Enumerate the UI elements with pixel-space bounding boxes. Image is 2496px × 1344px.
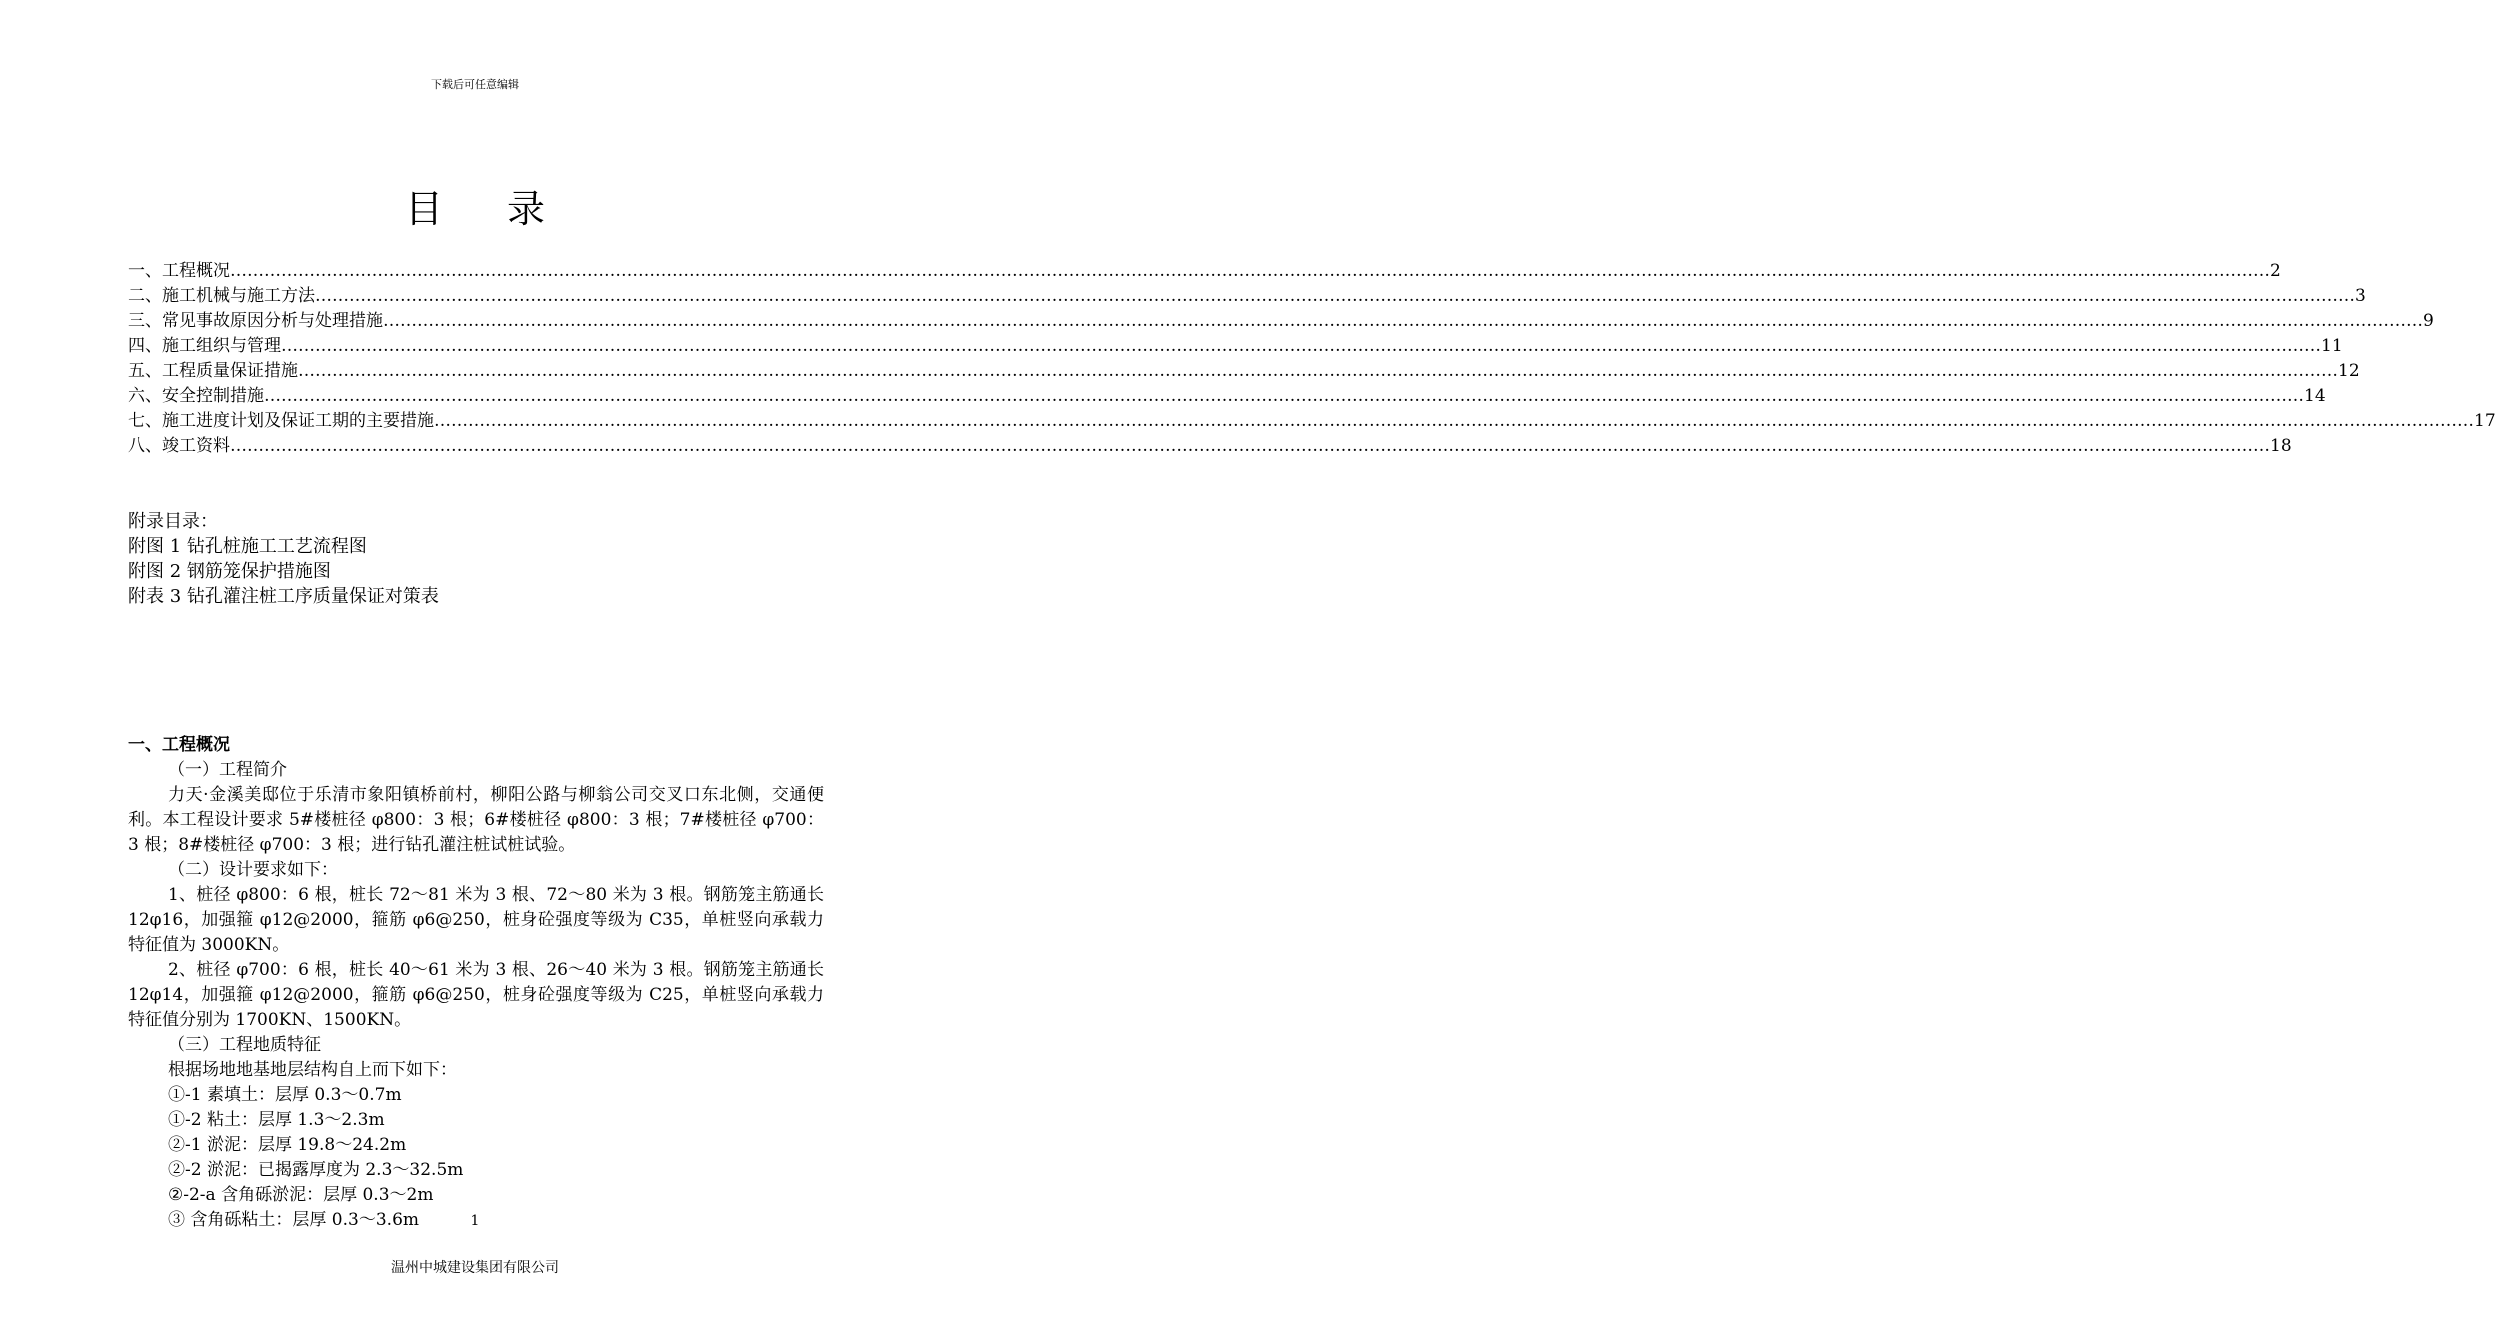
appendix-heading: 附录目录： bbox=[128, 511, 218, 532]
subsection-heading: （三）工程地质特征 bbox=[168, 1035, 321, 1055]
toc-entry-8[interactable] bbox=[128, 434, 2292, 459]
toc-entry-1[interactable] bbox=[128, 259, 2281, 284]
toc-entry-6[interactable] bbox=[128, 384, 2326, 409]
toc-entry-title: 四、施工组织与管理 bbox=[128, 336, 281, 356]
toc-dot-leader: ……………………………………………………………………………………………………………………………………………………………………………………………………………………………………………………………………………………………………………………………… bbox=[264, 386, 2304, 406]
subsection-heading: （二）设计要求如下： bbox=[168, 860, 338, 880]
toc-entry-title: 八、竣工资料 bbox=[128, 436, 230, 456]
toc-entry-page: 3 bbox=[2355, 286, 2366, 306]
appendix-item: 附表 3 钻孔灌注桩工序质量保证对策表 bbox=[128, 586, 439, 607]
toc-dot-leader: ……………………………………………………………………………………………………………………………………………………………………………………………………………………………………………………………………………………………………………………………… bbox=[383, 311, 2423, 331]
page-number: 1 bbox=[470, 1213, 480, 1229]
appendix-item: 附图 2 钢筋笼保护措施图 bbox=[128, 561, 331, 582]
strata-item: ③ 含角砾粘土：层厚 0.3～3.6m bbox=[168, 1210, 419, 1230]
paragraph: 1、桩径 φ800：6 根，桩长 72～81 米为 3 根、72～80 米为 3 根。钢筋笼主筋通长 12φ16，加强箍 φ12@2000，箍筋 φ6@250，桩身砼强度等级为 C35，单桩竖向承载力特征值为 3000KN。 bbox=[128, 885, 824, 955]
toc-entry-title: 五、工程质量保证措施 bbox=[128, 361, 298, 381]
toc-dot-leader: ……………………………………………………………………………………………………………………………………………………………………………………………………………………………………………………………………………………………………………………………… bbox=[298, 361, 2338, 381]
section-heading: 一、工程概况 bbox=[128, 735, 230, 755]
toc-entry-7[interactable] bbox=[128, 409, 2496, 434]
footer-company: 温州中城建设集团有限公司 bbox=[391, 1260, 559, 1276]
toc-entry-page: 17 bbox=[2474, 411, 2496, 431]
toc-dot-leader: ……………………………………………………………………………………………………………………………………………………………………………………………………………………………………………………………………………………………………………………………… bbox=[230, 261, 2270, 281]
toc-entry-title: 三、常见事故原因分析与处理措施 bbox=[128, 311, 383, 331]
toc-entry-page: 2 bbox=[2270, 261, 2281, 281]
subsection-heading: （一）工程简介 bbox=[168, 760, 287, 780]
strata-item: ①-2 粘土：层厚 1.3～2.3m bbox=[168, 1110, 385, 1130]
toc-entry-page: 18 bbox=[2270, 436, 2292, 456]
toc-entry-4[interactable] bbox=[128, 334, 2343, 359]
paragraph: 力天·金溪美邸位于乐清市象阳镇桥前村，柳阳公路与柳翁公司交叉口东北侧，交通便利。本工程设计要求 5#楼桩径 φ800：3 根；6#楼桩径 φ800：3 根；7#楼桩径 φ700：3 根；8#楼桩径 φ700：3 根；进行钻孔灌注桩试桩试验。 bbox=[128, 785, 824, 855]
toc-entry-title: 六、安全控制措施 bbox=[128, 386, 264, 406]
toc-entry-page: 14 bbox=[2304, 386, 2326, 406]
section-project-overview bbox=[128, 733, 824, 1233]
toc-entry-title: 二、施工机械与施工方法 bbox=[128, 286, 315, 306]
table-of-contents bbox=[128, 259, 2496, 459]
strata-item: ②-2-a 含角砾淤泥：层厚 0.3～2m bbox=[168, 1185, 434, 1205]
toc-entry-page: 11 bbox=[2321, 336, 2343, 356]
toc-entry-title: 一、工程概况 bbox=[128, 261, 230, 281]
page-title: 目 录 bbox=[404, 187, 572, 231]
strata-item: ①-1 素填土：层厚 0.3～0.7m bbox=[168, 1085, 402, 1105]
toc-entry-5[interactable] bbox=[128, 359, 2360, 384]
toc-dot-leader: ……………………………………………………………………………………………………………………………………………………………………………………………………………………………………………………………………………………………………………………………… bbox=[434, 411, 2474, 431]
toc-dot-leader: ……………………………………………………………………………………………………………………………………………………………………………………………………………………………………………………………………………………………………………………………… bbox=[281, 336, 2321, 356]
toc-entry-3[interactable] bbox=[128, 309, 2434, 334]
toc-dot-leader: ……………………………………………………………………………………………………………………………………………………………………………………………………………………………………………………………………………………………………………………………… bbox=[315, 286, 2355, 306]
toc-entry-page: 9 bbox=[2423, 311, 2434, 331]
appendix-list bbox=[128, 509, 828, 609]
toc-entry-page: 12 bbox=[2338, 361, 2360, 381]
appendix-item: 附图 1 钻孔桩施工工艺流程图 bbox=[128, 536, 367, 557]
strata-item: ②-1 淤泥：层厚 19.8～24.2m bbox=[168, 1135, 407, 1155]
toc-dot-leader: ……………………………………………………………………………………………………………………………………………………………………………………………………………………………………………………………………………………………………………………………… bbox=[230, 436, 2270, 456]
paragraph: 根据场地地基地层结构自上而下如下： bbox=[168, 1060, 457, 1080]
toc-entry-title: 七、施工进度计划及保证工期的主要措施 bbox=[128, 411, 434, 431]
strata-item: ②-2 淤泥：已揭露厚度为 2.3～32.5m bbox=[168, 1160, 464, 1180]
paragraph: 2、桩径 φ700：6 根，桩长 40～61 米为 3 根、26～40 米为 3 根。钢筋笼主筋通长 12φ14，加强箍 φ12@2000，箍筋 φ6@250，桩身砼强度等级为 C25，单桩竖向承载力特征值分别为 1700KN、1500KN。 bbox=[128, 960, 824, 1030]
header-note: 下载后可任意编辑 bbox=[431, 78, 519, 91]
toc-entry-2[interactable] bbox=[128, 284, 2366, 309]
